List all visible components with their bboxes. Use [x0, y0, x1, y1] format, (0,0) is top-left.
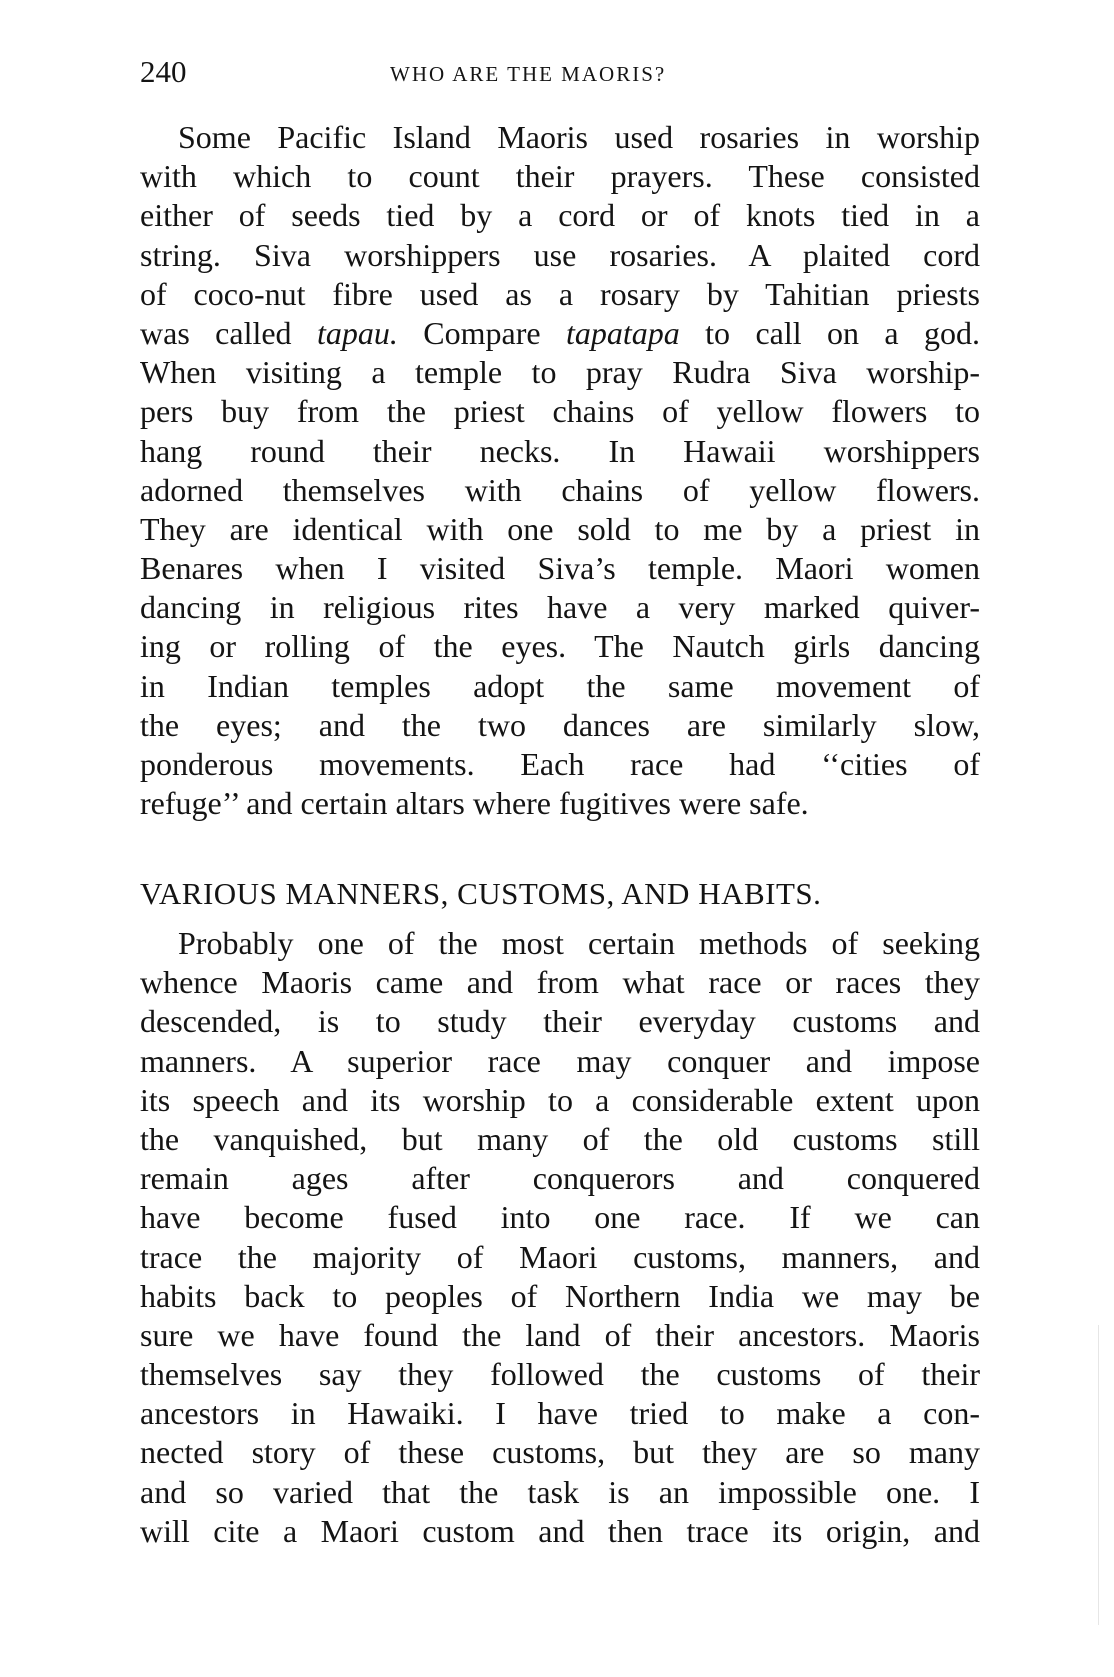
text-line: When visiting a temple to pray Rudra Siva worship- — [140, 354, 980, 391]
text-line: in Indian temples adopt the same movement of — [140, 667, 980, 704]
text-line: remain ages after conquerors and conquered — [140, 1160, 980, 1197]
text-line-with-italics — [140, 314, 980, 353]
text-line: themselves say they followed the customs of their — [140, 1356, 980, 1393]
italic-word-tapau: tapau. — [316, 314, 398, 351]
text-fragment: was called — [140, 314, 317, 351]
text-line: whence Maoris came and from what race or races they — [140, 964, 980, 1001]
text-fragment: Compare — [397, 314, 566, 351]
text-line: pers buy from the priest chains of yellow flowers to — [140, 393, 980, 430]
italic-word-tapatapa: tapatapa — [565, 314, 680, 351]
text-line: hang round their necks. In Hawaii worshippers — [140, 432, 980, 469]
text-line: Benares when I visited Siva’s temple. Maori women — [140, 550, 980, 587]
text-line: either of seeds tied by a cord or of knots tied in a — [140, 197, 980, 234]
running-title: WHO ARE THE MAORIS? — [390, 62, 667, 86]
text-line: ponderous movements. Each race had ‘‘cities of — [140, 746, 980, 782]
text-line: They are identical with one sold to me by a priest in — [140, 510, 980, 547]
text-line: descended, is to study their everyday customs and — [140, 1003, 980, 1040]
text-line: have become fused into one race. If we can — [140, 1199, 980, 1236]
text-line: with which to count their prayers. These consisted — [140, 158, 980, 195]
section-heading: VARIOUS MANNERS, CUSTOMS, AND HABITS. — [140, 876, 822, 911]
paragraph-rosaries — [140, 118, 980, 823]
text-line: dancing in religious rites have a very marked quiver- — [140, 589, 980, 626]
text-line: the eyes; and the two dances are similarly slow, — [140, 706, 980, 743]
page-number: 240 — [140, 54, 187, 89]
text-line: the vanquished, but many of the old customs still — [140, 1120, 980, 1157]
text-line: ing or rolling of the eyes. The Nautch girls dancing — [140, 628, 980, 665]
text-line: will cite a Maori custom and then trace its origin, and — [140, 1512, 980, 1549]
text-line: ancestors in Hawaiki. I have tried to make a con- — [140, 1395, 980, 1432]
text-line: and so varied that the task is an impossible one. I — [140, 1473, 980, 1510]
text-line: its speech and its worship to a considerable extent upon — [140, 1081, 980, 1118]
text-line: habits back to peoples of Northern India we may be — [140, 1277, 980, 1314]
text-line: nected story of these customs, but they are so many — [140, 1434, 980, 1471]
text-line: adorned themselves with chains of yellow flowers. — [140, 471, 980, 508]
text-line: refuge’’ and certain altars where fugitives were safe. — [140, 785, 809, 822]
text-line: trace the majority of Maori customs, manners, and — [140, 1238, 980, 1275]
scan-edge-line — [1098, 1325, 1099, 1625]
text-line: of coco-nut fibre used as a rosary by Tahitian priests — [140, 275, 980, 312]
paragraph-customs — [140, 924, 980, 1551]
page-header — [140, 52, 980, 92]
text-line: Some Pacific Island Maoris used rosaries in worship — [178, 119, 980, 155]
text-line: sure we have found the land of their ancestors. Maoris — [140, 1316, 980, 1353]
text-fragment: to call on a god. — [679, 314, 981, 351]
text-line: string. Siva worshippers use rosaries. A plaited cord — [140, 236, 980, 273]
text-line: Probably one of the most certain methods of seeking — [178, 925, 980, 961]
text-line: manners. A superior race may conquer and impose — [140, 1042, 980, 1079]
